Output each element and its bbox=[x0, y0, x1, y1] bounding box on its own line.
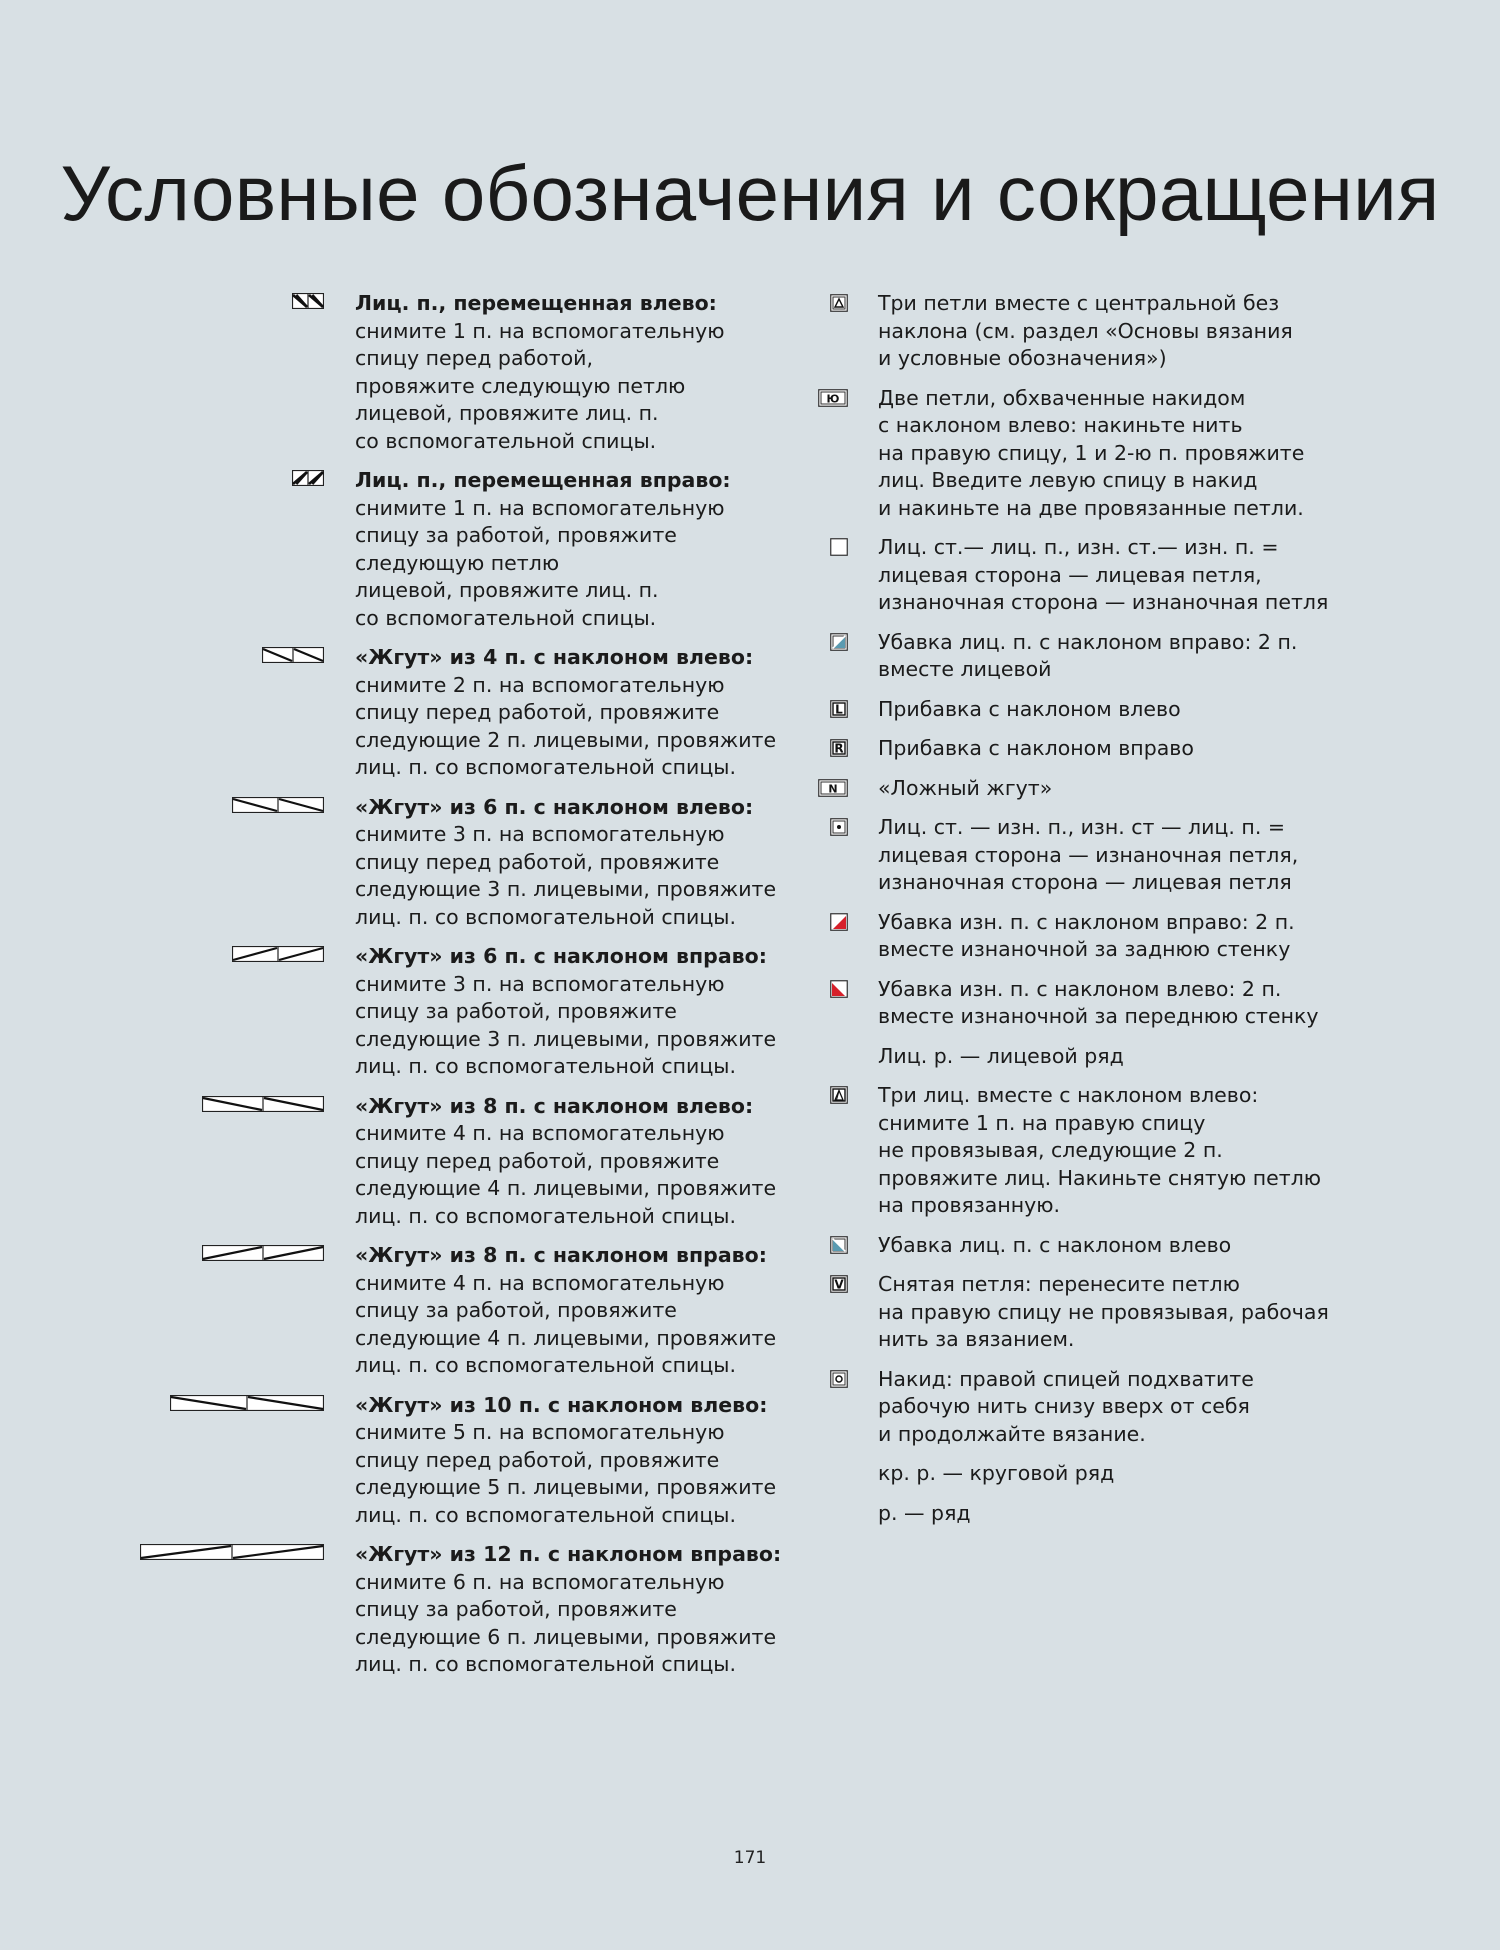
legend-entry bbox=[0, 1093, 800, 1231]
entry-text bbox=[355, 1541, 800, 1679]
cable-12-right-icon bbox=[140, 1544, 324, 1560]
entry-text bbox=[878, 696, 1480, 724]
legend-entry bbox=[0, 644, 800, 782]
legend-entry bbox=[820, 534, 1480, 617]
legend-entry bbox=[820, 976, 1480, 1031]
legend-entry bbox=[820, 1500, 1480, 1528]
entry-heading: «Жгут» из 8 п. с наклоном влево: bbox=[355, 1093, 754, 1118]
entry-heading: «Жгут» из 8 п. с наклоном вправо: bbox=[355, 1243, 767, 1267]
legend-entry bbox=[0, 467, 800, 632]
entry-line: лиц. п. со вспомогательной спицы. bbox=[355, 1502, 736, 1527]
symbol-holder bbox=[830, 1236, 848, 1254]
entry-line: Снятая петля: перенесите петлю bbox=[878, 1272, 1240, 1296]
legend-entry bbox=[820, 1366, 1480, 1449]
symbol-holder bbox=[292, 293, 324, 313]
cable-4-left-icon bbox=[262, 647, 324, 663]
entry-line: Убавка изн. п. с наклоном влево: 2 п. bbox=[878, 976, 1282, 1001]
entry-heading: «Жгут» из 10 п. с наклоном влево: bbox=[355, 1392, 768, 1417]
right-column bbox=[820, 290, 1480, 1539]
entry-line: спицу перед работой, провяжите bbox=[355, 1447, 720, 1472]
cable-10-left-icon bbox=[170, 1395, 324, 1411]
entry-text bbox=[878, 1271, 1480, 1354]
legend-entry bbox=[0, 943, 800, 1081]
entry-line: на правую спицу, 1 и 2-ю п. провяжите bbox=[878, 440, 1305, 465]
symbol-holder bbox=[830, 1370, 848, 1388]
yarn-over-icon bbox=[830, 1370, 848, 1388]
entry-line: наклона (см. раздел «Основы вязания bbox=[878, 318, 1293, 343]
svg-text:Ю: Ю bbox=[826, 392, 840, 405]
entry-text bbox=[355, 467, 800, 632]
entry-text bbox=[878, 534, 1480, 617]
entry-line: рабочую нить снизу вверх от себя bbox=[878, 1394, 1250, 1418]
entry-line: Убавка лиц. п. с наклоном влево bbox=[878, 1232, 1232, 1257]
entry-line: снимите 3 п. на вспомогательную bbox=[355, 822, 725, 846]
entry-line: лиц. п. со вспомогательной спицы. bbox=[355, 1203, 736, 1228]
entry-line: лицевая сторона — изнаночная петля, bbox=[878, 842, 1299, 867]
entry-line: нить за вязанием. bbox=[878, 1327, 1075, 1351]
symbol-holder bbox=[830, 980, 848, 998]
entry-line: снимите 4 п. на вспомогательную bbox=[355, 1270, 725, 1295]
entry-line: снимите 6 п. на вспомогательную bbox=[355, 1569, 725, 1594]
symbol-holder bbox=[170, 1395, 324, 1415]
triangle-icon bbox=[830, 294, 848, 312]
symbol-holder bbox=[830, 1275, 848, 1293]
entry-line: следующие 4 п. лицевыми, провяжите bbox=[355, 1325, 777, 1350]
page-number: 171 bbox=[733, 1848, 767, 1868]
symbol-holder bbox=[292, 470, 324, 490]
cable-6-left-icon bbox=[232, 797, 324, 813]
entry-line: снимите 4 п. на вспомогательную bbox=[355, 1121, 725, 1145]
entry-line: и продолжайте вязание. bbox=[878, 1421, 1146, 1446]
legend-entry bbox=[0, 794, 800, 932]
entry-line: спицу за работой, провяжите bbox=[355, 999, 677, 1023]
entry-line: на правую спицу не провязывая, рабочая bbox=[878, 1299, 1329, 1324]
left-column bbox=[0, 290, 800, 1691]
entry-line: Накид: правой спицей подхватите bbox=[878, 1366, 1254, 1391]
entry-line: лиц. п. со вспомогательной спицы. bbox=[355, 1652, 736, 1676]
legend-entry bbox=[820, 1082, 1480, 1220]
entry-line: спицу перед работой, bbox=[355, 346, 594, 370]
entry-line: со вспомогательной спицы. bbox=[355, 428, 657, 453]
entry-line: Лиц. р. — лицевой ряд bbox=[878, 1043, 1124, 1068]
ssk-icon bbox=[830, 1236, 848, 1254]
entry-line: и условные обозначения») bbox=[878, 346, 1167, 370]
entry-line: Три лиц. вместе с наклоном влево: bbox=[878, 1083, 1259, 1107]
svg-text:N: N bbox=[828, 782, 838, 795]
slip-stitch-icon bbox=[830, 1275, 848, 1293]
entry-line: вместе лицевой bbox=[878, 657, 1052, 681]
entry-heading: «Жгут» из 6 п. с наклоном вправо: bbox=[355, 944, 767, 968]
entry-line: лиц. п. со вспомогательной спицы. bbox=[355, 904, 736, 929]
entry-text bbox=[878, 385, 1480, 523]
entry-line: спицу перед работой, провяжите bbox=[355, 849, 720, 874]
entry-text bbox=[355, 1093, 800, 1231]
entry-line: снимите 2 п. на вспомогательную bbox=[355, 672, 725, 697]
entry-line: лицевая сторона — лицевая петля, bbox=[878, 562, 1262, 587]
symbol-holder bbox=[818, 389, 848, 407]
entry-line: снимите 1 п. на правую спицу bbox=[878, 1110, 1206, 1135]
symbol-holder bbox=[830, 294, 848, 312]
cross-1-right-icon bbox=[292, 470, 324, 486]
entry-line: следующие 3 п. лицевыми, провяжите bbox=[355, 877, 777, 901]
entry-line: провяжите следующую петлю bbox=[355, 373, 686, 398]
entry-text bbox=[355, 1392, 800, 1530]
entry-line: лицевой, провяжите лиц. п. bbox=[355, 578, 659, 602]
entry-line: снимите 1 п. на вспомогательную bbox=[355, 495, 725, 520]
entry-text bbox=[355, 290, 800, 455]
entry-line: спицу за работой, провяжите bbox=[355, 523, 677, 547]
cross-1-left-icon bbox=[292, 293, 324, 309]
entry-text bbox=[878, 909, 1480, 964]
cable-8-left-icon bbox=[202, 1096, 324, 1112]
symbol-holder bbox=[202, 1096, 324, 1116]
legend-entry bbox=[820, 814, 1480, 897]
letter-l-icon bbox=[830, 700, 848, 718]
entry-text bbox=[355, 644, 800, 782]
entry-heading: «Жгут» из 6 п. с наклоном влево: bbox=[355, 794, 754, 819]
symbol-holder bbox=[830, 913, 848, 931]
symbol-holder bbox=[830, 1086, 848, 1104]
entry-line: снимите 1 п. на вспомогательную bbox=[355, 318, 725, 343]
entry-heading: «Жгут» из 12 п. с наклоном вправо: bbox=[355, 1542, 782, 1566]
entry-text bbox=[878, 629, 1480, 684]
entry-line: вместе изнаночной за переднюю стенку bbox=[878, 1004, 1319, 1028]
entry-text bbox=[355, 1242, 800, 1380]
entry-line: Убавка лиц. п. с наклоном вправо: 2 п. bbox=[878, 629, 1298, 654]
entry-text bbox=[355, 943, 800, 1081]
entry-line: снимите 3 п. на вспомогательную bbox=[355, 971, 725, 996]
entry-text bbox=[878, 1500, 1480, 1528]
entry-line: вместе изнаночной за заднюю стенку bbox=[878, 937, 1291, 961]
svg-text:V: V bbox=[834, 1277, 844, 1292]
entry-line: спицу за работой, провяжите bbox=[355, 1597, 677, 1621]
entry-line: следующую петлю bbox=[355, 550, 560, 575]
entry-text bbox=[878, 976, 1480, 1031]
symbol-holder bbox=[830, 700, 848, 718]
entry-line: спицу перед работой, провяжите bbox=[355, 700, 720, 724]
symbol-holder bbox=[262, 647, 324, 667]
symbol-holder bbox=[232, 946, 324, 966]
entry-line: р. — ряд bbox=[878, 1500, 971, 1525]
entry-line: «Ложный жгут» bbox=[878, 775, 1053, 800]
entry-line: провяжите лиц. Накиньте снятую петлю bbox=[878, 1165, 1322, 1190]
legend-entry bbox=[820, 629, 1480, 684]
entry-line: следующие 2 п. лицевыми, провяжите bbox=[355, 727, 777, 752]
entry-line: на провязанную. bbox=[878, 1193, 1061, 1217]
legend-entry bbox=[820, 775, 1480, 803]
entry-line: Три петли вместе с центральной без bbox=[878, 291, 1280, 315]
symbol-holder bbox=[818, 779, 848, 797]
symbol-holder bbox=[202, 1245, 324, 1265]
entry-text bbox=[878, 735, 1480, 763]
letter-r-icon bbox=[830, 739, 848, 757]
entry-line: изнаночная сторона — изнаночная петля bbox=[878, 590, 1329, 614]
legend-entry bbox=[820, 1043, 1480, 1071]
legend-entry bbox=[820, 909, 1480, 964]
entry-line: Прибавка с наклоном вправо bbox=[878, 736, 1194, 760]
legend-entry bbox=[0, 290, 800, 455]
entry-line: спицу перед работой, провяжите bbox=[355, 1148, 720, 1173]
entry-text bbox=[878, 775, 1480, 803]
legend-entry bbox=[820, 290, 1480, 373]
cable-8-right-icon bbox=[202, 1245, 324, 1261]
page-title: Условные обозначения и сокращения bbox=[60, 149, 1440, 237]
symbol-holder bbox=[830, 538, 848, 556]
legend-entry bbox=[820, 1271, 1480, 1354]
entry-line: Две петли, обхваченные накидом bbox=[878, 385, 1246, 410]
entry-text bbox=[355, 794, 800, 932]
entry-line: лиц. п. со вспомогательной спицы. bbox=[355, 755, 736, 779]
entry-heading: Лиц. п., перемещенная влево: bbox=[355, 291, 717, 315]
entry-text bbox=[878, 1082, 1480, 1220]
symbol-holder bbox=[830, 633, 848, 651]
legend-entry bbox=[0, 1541, 800, 1679]
entry-line: Убавка изн. п. с наклоном вправо: 2 п. bbox=[878, 909, 1295, 934]
legend-entry bbox=[820, 1232, 1480, 1260]
yu-icon bbox=[818, 389, 848, 407]
entry-line: следующие 4 п. лицевыми, провяжите bbox=[355, 1176, 777, 1200]
entry-text bbox=[878, 290, 1480, 373]
svg-text:R: R bbox=[834, 741, 844, 756]
symbol-holder bbox=[232, 797, 324, 817]
entry-heading: «Жгут» из 4 п. с наклоном влево: bbox=[355, 645, 754, 669]
entry-line: лиц. Введите левую спицу в накид bbox=[878, 468, 1258, 492]
symbol-holder bbox=[140, 1544, 324, 1564]
entry-line: лицевой, провяжите лиц. п. bbox=[355, 401, 659, 425]
entry-line: лиц. п. со вспомогательной спицы. bbox=[355, 1353, 736, 1377]
cable-6-right-icon bbox=[232, 946, 324, 962]
p2tog-front-icon bbox=[830, 980, 848, 998]
symbol-holder bbox=[830, 739, 848, 757]
entry-line: изнаночная сторона — лицевая петля bbox=[878, 870, 1292, 894]
entry-text bbox=[878, 1232, 1480, 1260]
legend-entry bbox=[820, 735, 1480, 763]
entry-line: с наклоном влево: накиньте нить bbox=[878, 413, 1243, 437]
entry-line: следующие 6 п. лицевыми, провяжите bbox=[355, 1624, 777, 1649]
entry-line: снимите 5 п. на вспомогательную bbox=[355, 1420, 725, 1444]
entry-line: не провязывая, следующие 2 п. bbox=[878, 1138, 1223, 1162]
entry-line: кр. р. — круговой ряд bbox=[878, 1461, 1115, 1485]
mock-cable-icon bbox=[818, 779, 848, 797]
empty-square-icon bbox=[830, 538, 848, 556]
legend-entry bbox=[0, 1242, 800, 1380]
legend-entry bbox=[820, 696, 1480, 724]
symbol-holder bbox=[830, 818, 848, 836]
entry-text bbox=[878, 814, 1480, 897]
entry-text bbox=[878, 1043, 1480, 1071]
entry-line: следующие 5 п. лицевыми, провяжите bbox=[355, 1475, 777, 1499]
entry-line: Лиц. ст. — изн. п., изн. ст — лиц. п. = bbox=[878, 815, 1286, 839]
entry-line: Лиц. ст.— лиц. п., изн. ст.— изн. п. = bbox=[878, 535, 1279, 559]
p2tog-tbl-icon bbox=[830, 913, 848, 931]
entry-line: лиц. п. со вспомогательной спицы. bbox=[355, 1054, 736, 1078]
entry-line: со вспомогательной спицы. bbox=[355, 605, 657, 630]
k2tog-right-icon bbox=[830, 633, 848, 651]
entry-line: и накиньте на две провязанные петли. bbox=[878, 495, 1304, 520]
dot-icon bbox=[830, 818, 848, 836]
entry-text bbox=[878, 1366, 1480, 1449]
sk2p-icon bbox=[830, 1086, 848, 1104]
entry-line: следующие 3 п. лицевыми, провяжите bbox=[355, 1026, 777, 1051]
entry-heading: Лиц. п., перемещенная вправо: bbox=[355, 468, 731, 492]
legend-entry bbox=[820, 385, 1480, 523]
entry-text bbox=[878, 1460, 1480, 1488]
legend-entry bbox=[820, 1460, 1480, 1488]
legend-entry bbox=[0, 1392, 800, 1530]
svg-text:L: L bbox=[835, 702, 843, 716]
entry-line: Прибавка с наклоном влево bbox=[878, 696, 1181, 721]
entry-line: спицу за работой, провяжите bbox=[355, 1298, 677, 1322]
